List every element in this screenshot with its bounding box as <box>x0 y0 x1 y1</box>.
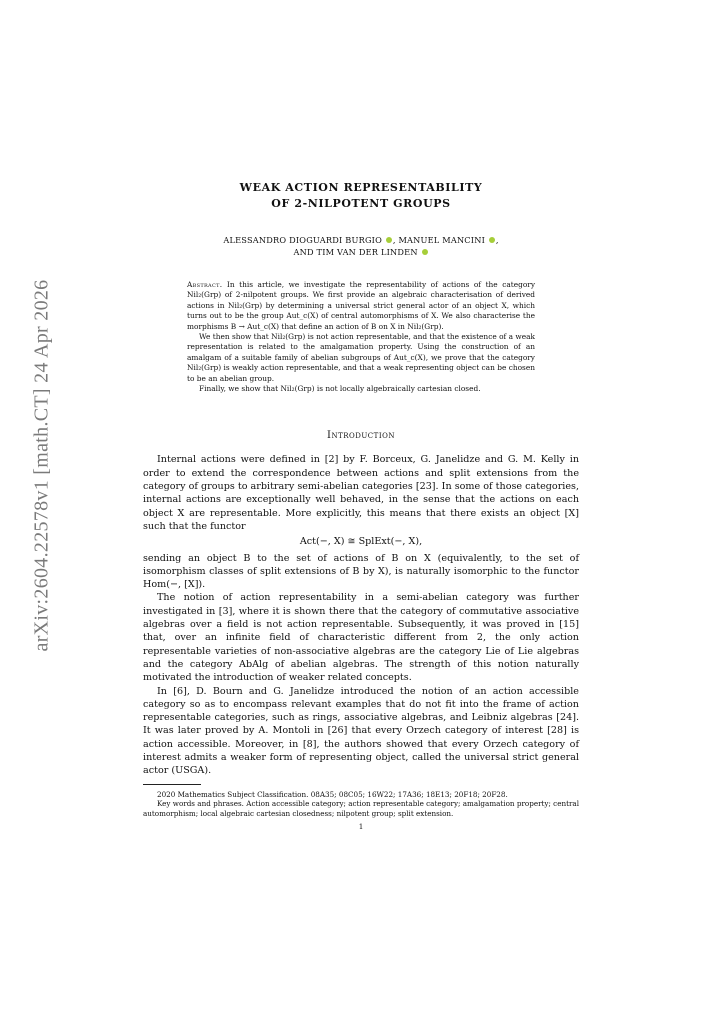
title-line-1: WEAK ACTION REPRESENTABILITY <box>239 181 483 194</box>
title-line-2: OF 2-NILPOTENT GROUPS <box>271 197 451 210</box>
abstract-text-1: In this article, we investigate the representability of actions of the category Nil₂(Grp) of 2-nilpotent groups. We first provide an algebraic characterisation of derived actions in Nil₂(Grp) by determining a universal strict general actor of an object X, which turns out to be the group Aut_c(X) of central automorphisms of X. We also characterise the morphisms B → Aut_c(X) that define an action of B on X in Nil₂(Grp). <box>187 280 535 331</box>
page-number: 1 <box>358 822 364 832</box>
abstract-label: Abstract. <box>187 280 223 289</box>
footnote-rule <box>143 784 201 785</box>
paper-title <box>143 180 579 212</box>
paper-page <box>143 180 579 831</box>
author-1: ALESSANDRO DIOGUARDI BURGIO <box>223 235 383 245</box>
abstract-paragraph-2: We then show that Nil₂(Grp) is not action representable, and that the existence of a weak representation is related to the amalgamation property. Using the construction of an amalgam of a suitable family of abelian subgroups of Aut_c(X), we prove that the category Nil₂(Grp) is weakly action representable, and that a weak representing object can be chosen to be an abelian group. <box>187 332 535 383</box>
footnotes <box>143 790 579 819</box>
arxiv-stamp <box>22 279 62 651</box>
abstract-paragraph-1 <box>187 280 535 332</box>
author-2: MANUEL MANCINI <box>398 235 486 245</box>
orcid-icon[interactable] <box>386 237 392 243</box>
arxiv-stamp-text: arXiv:2604.22578v1 [math.CT] 24 Apr 2026 <box>30 279 53 651</box>
abstract-paragraph-3: Finally, we show that Nil₂(Grp) is not locally algebraically cartesian closed. <box>199 384 481 394</box>
intro-paragraph-3: In [6], D. Bourn and G. Janelidze introduced the notion of an action accessible category so as to encompass relevant examples that do not fit into the frame of action representable categories, such as rings, associative algebras, and Leibniz algebras [24]. It was later proved by A. Montoli in [26] that every Orzech category of interest [28] is action accessible. Moreover, in [8], the authors showed that every Orzech category of interest admits a weaker form of representing object, called the universal strict general actor (USGA). <box>143 685 579 777</box>
introduction-body <box>143 453 579 777</box>
orcid-icon[interactable] <box>489 237 495 243</box>
abstract <box>187 280 535 394</box>
author-separator: , <box>392 235 396 245</box>
section-heading: Introduction <box>327 430 395 442</box>
orcid-icon[interactable] <box>422 249 428 255</box>
intro-paragraph-2: The notion of action representability in a semi-abelian category was further investigated in [3], where it is shown there that the category of commutative associative algebras over a field is not action representable. Subsequently, it was proved in [15] that, over an infinite field of characteristic different from 2, the only action representable varieties of non-associative algebras are the category Lie of Lie algebras and the category AbAlg of abelian algebras. The strength of this notion naturally motivated the introduction of weaker related concepts. <box>143 592 579 684</box>
author-separator: , <box>495 235 499 245</box>
author-3: AND TIM VAN DER LINDEN <box>293 247 418 257</box>
footnote-keywords: Key words and phrases. Action accessible category; action representable category; amalgamation property; central automorphism; local algebraic cartesian closedness; nilpotent group; split extension. <box>143 799 579 818</box>
author-list <box>143 234 579 258</box>
footnote-msc: 2020 Mathematics Subject Classification. 08A35; 08C05; 16W22; 17A36; 18E13; 20F18; 20F28. <box>157 789 508 799</box>
intro-paragraph-1: Internal actions were defined in [2] by F. Borceux, G. Janelidze and G. M. Kelly in order to extend the correspondence between actions and split extensions from the category of groups to arbitrary semi-abelian categories [23]. In some of those categories, internal actions are exceptionally well behaved, in the sense that the actions on each object X are representable. More explicitly, this means that there exists an object [X] such that the functor <box>143 454 579 532</box>
intro-paragraph-1-continued: sending an object B to the set of actions of B on X (equivalently, to the set of isomorphism classes of split extensions of B by X), is naturally isomorphic to the functor Hom(−, [X]). <box>143 552 579 591</box>
display-formula: Act(−, X) ≅ SplExt(−, X), <box>299 536 423 548</box>
